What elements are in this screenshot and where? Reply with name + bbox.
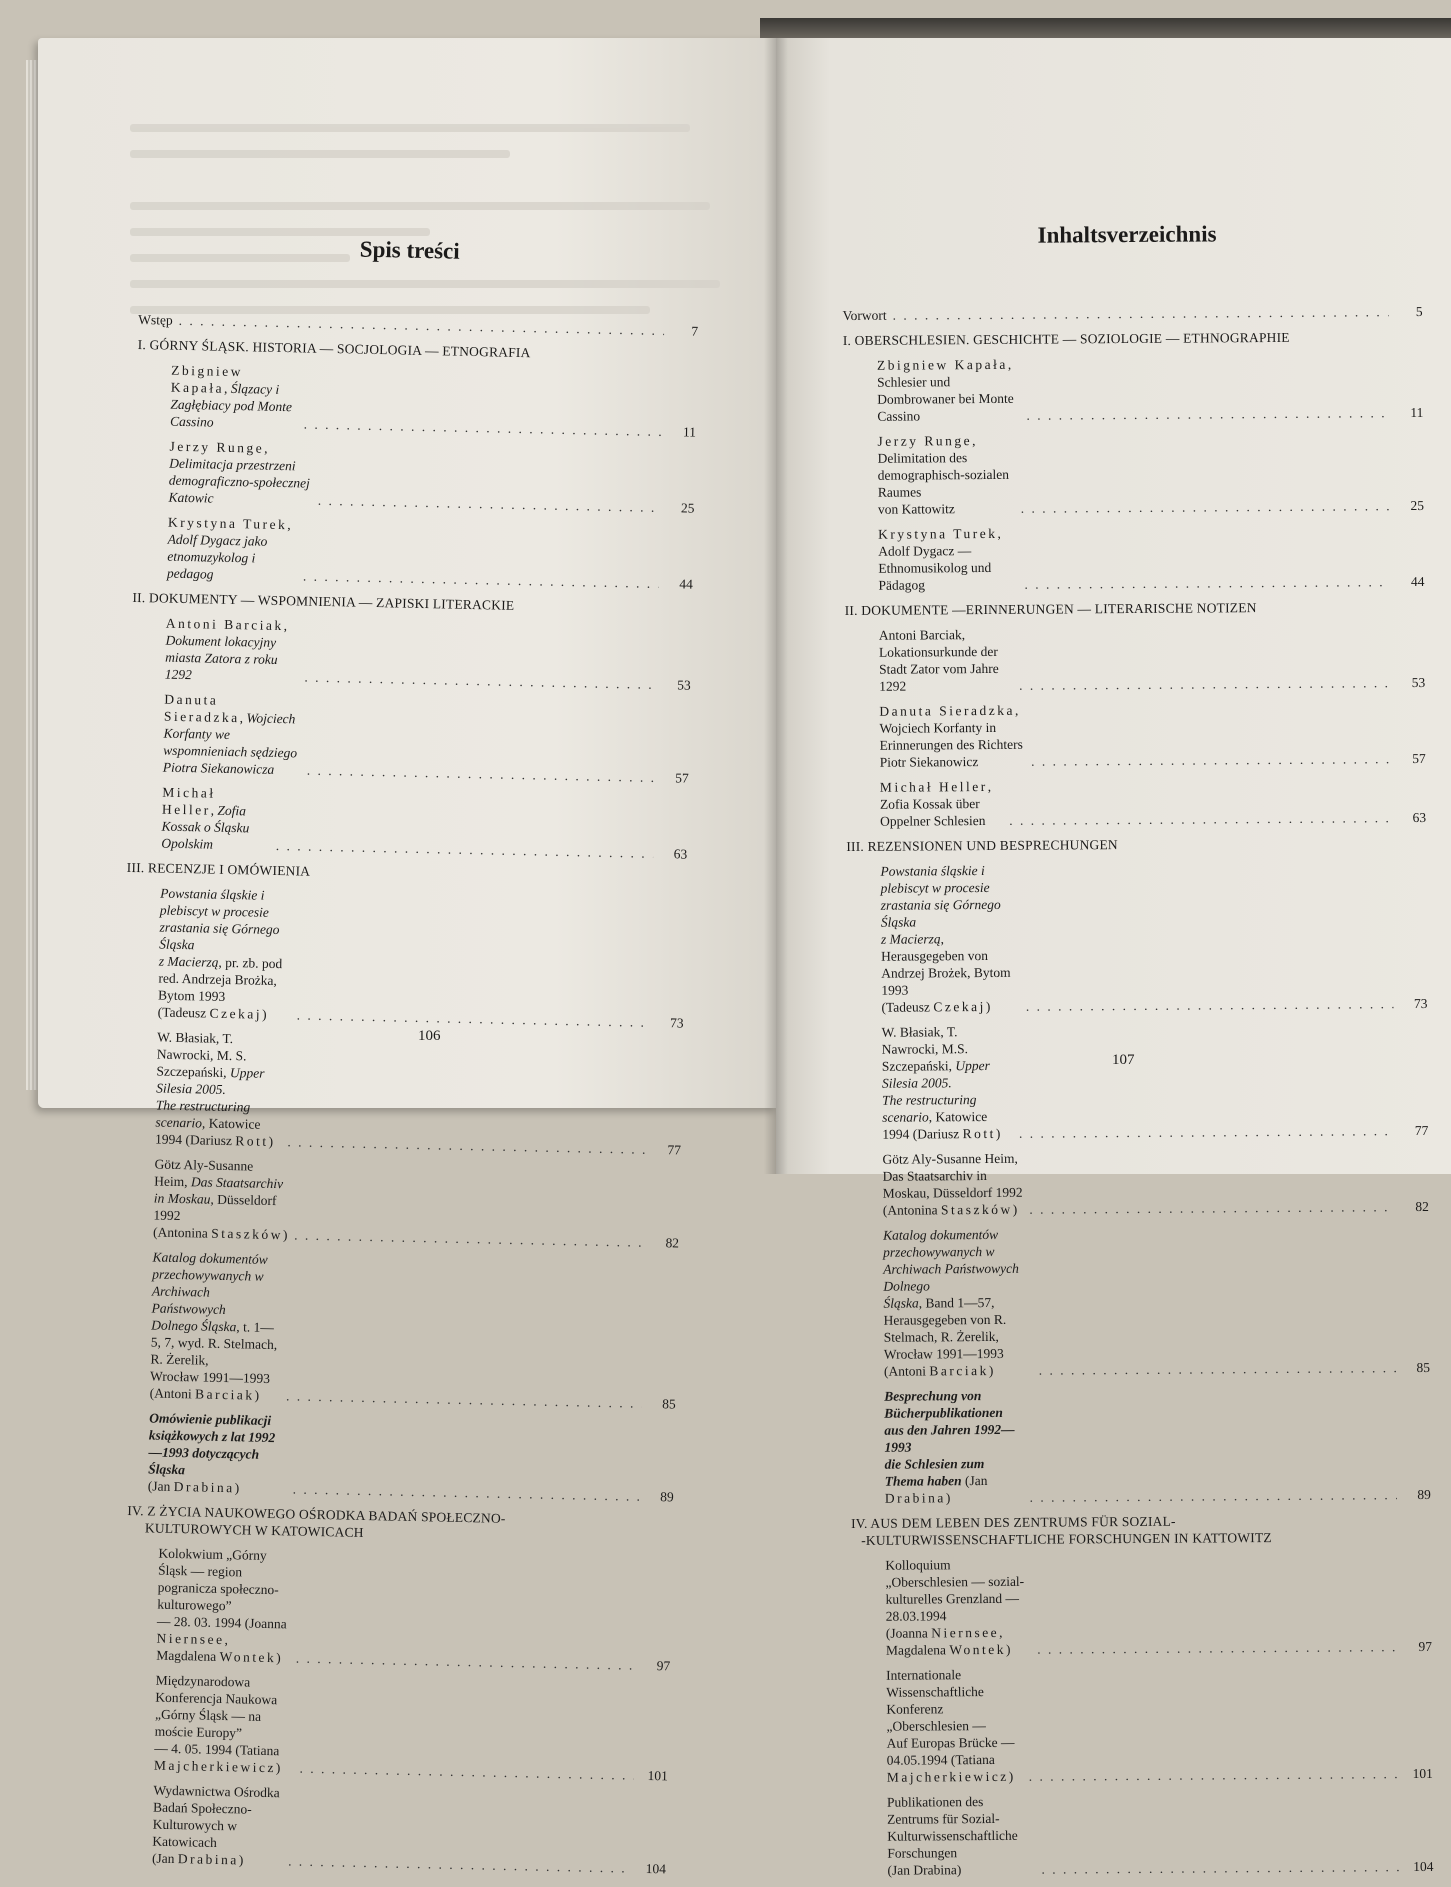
right-table-of-contents xyxy=(842,221,1434,1887)
section-heading: II. DOKUMENTE —ERINNERUNGEN — LITERARISCHE NOTIZEN xyxy=(844,600,1257,618)
toc-entry: Krystyna Turek, Adolf Dygacz — Ethnomusikolog und Pädagog . . . 44 xyxy=(844,522,1424,594)
section-heading: IV. Z ŻYCIA NAUKOWEGO OŚRODKA BADAŃ SPOŁECZNO- KULTUROWYCH W KATOWICACH xyxy=(127,1503,506,1540)
toc-entry: Danuta Sieradzka, Wojciech Korfanty in Erinnerungen des Richters Piotr Siekanowicz . . . 57 xyxy=(845,699,1425,771)
toc-entry: Götz Aly-Susanne Heim, Das Staatsarchiv in Moskau, Düsseldorf 1992 (Antonina Staszków) . . . 82 xyxy=(119,1155,681,1252)
section-heading: I. GÓRNY ŚLĄSK. HISTORIA — SOCJOLOGIA — ETNOGRAFIA xyxy=(137,336,531,361)
toc-entry: Antoni Barciak, Lokationsurkunde der Stadt Zator vom Jahre 1292 . . . 53 xyxy=(845,623,1425,695)
toc-entry: Michał Heller, Zofia Kossak o Śląsku Opolskim . . . 63 xyxy=(127,783,688,863)
toc-entry: Wstęp . . . 7 xyxy=(138,311,698,340)
toc-entry: Publikationen des Zentrums für Sozial-Kulturwissenschaftliche Forschungen (Jan Drabina) . . . 104 xyxy=(853,1790,1434,1879)
right-page-number: 107 xyxy=(1112,1052,1135,1068)
toc-entry: Götz Aly-Susanne Heim, Das Staatsarchiv in Moskau, Düsseldorf 1992 (Antonina Staszków) . . . 82 xyxy=(848,1147,1428,1219)
left-page-number: 106 xyxy=(418,1028,441,1044)
toc-entry: Jerzy Runge, Delimitacja przestrzeni demograficzno-społecznej Katowic . . . 25 xyxy=(134,437,695,517)
toc-entry: Danuta Sieradzka, Wojciech Korfanty we wspomnieniach sędziego Piotra Siekanowicza . . . 57 xyxy=(129,690,691,787)
toc-entry: Internationale Wissenschaftliche Konferenz „Oberschlesien — Auf Europas Brücke — 04.05.1994 (Tatiana Majcherkiewicz) . . . 101 xyxy=(852,1663,1433,1786)
toc-entry: Kolokwium „Górny Śląsk — region pogranicza społeczno-kulturowego” — 28. 03. 1994 (Joanna Niernsee, Magdalena Wontek) . . . 97 xyxy=(110,1544,672,1675)
toc-entry: Powstania śląskie i plebiscyt w procesie zrastania się Górnego Śląska z Macierzą, Herausgegeben von Andrzej Brożek, Bytom 1993 (Tadeusz Czekaj) . . . 73 xyxy=(846,859,1427,1016)
book-cover-edge xyxy=(760,18,1451,40)
toc-entry: Vorwort . . . 5 xyxy=(843,303,1423,324)
toc-entry: Kolloquium „Oberschlesien — sozial-kulturelles Grenzland — 28.03.1994 (Joanna Niernsee, Magdalena Wontek) . . . 97 xyxy=(851,1553,1432,1659)
toc-entry: W. Błasiak, T. Nawrocki, M.S. Szczepański, Upper Silesia 2005. The restructuring scenario, Katowice 1994 (Dariusz Rott) . . . 77 xyxy=(848,1020,1429,1143)
toc-entry: Powstania śląskie i plebiscyt w procesie zrastania się Górnego Śląska z Macierzą, pr. zb. pod red. Andrzeja Brożka, Bytom 1993 (Tadeusz Czekaj) . . . 73 xyxy=(124,884,687,1032)
toc-entry: Antoni Barciak, Dokument lokacyjny miasta Zatora z roku 1292 . . . 53 xyxy=(131,614,692,694)
book-gutter xyxy=(764,38,788,1174)
toc-entry: W. Błasiak, T. Nawrocki, M. S. Szczepański, Upper Silesia 2005. The restructuring scenario, Katowice 1994 (Dariusz Rott) . . . 77 xyxy=(121,1028,683,1159)
toc-entry: Katalog dokumentów przechowywanych w Archiwach Państwowych Dolnego Śląska, t. 1—5, 7, wyd. R. Stelmach, R. Żerelik, Wrocław 1991—1993 (Antoni Barciak) . . . 85 xyxy=(116,1248,679,1413)
section-heading: III. REZENSIONEN UND BESPRECHUNGEN xyxy=(846,837,1118,854)
toc-entry: Międzynarodowa Konferencja Naukowa „Górny Śląsk — na moście Europy” — 4. 05. 1994 (Tatiana Majcherkiewicz) . . . 101 xyxy=(108,1671,670,1785)
right-page-title: Inhaltsverzeichnis xyxy=(1037,221,1217,248)
toc-entry: Jerzy Runge, Delimitation des demographisch-sozialen Raumes von Kattowitz . . . 25 xyxy=(843,429,1424,518)
toc-entry: Wydawnictwa Ośrodka Badań Społeczno-Kulturowych w Katowicach (Jan Drabina) . . . 104 xyxy=(106,1781,668,1878)
section-heading: III. RECENZJE I OMÓWIENIA xyxy=(126,859,311,879)
section-heading: II. DOKUMENTY — WSPOMNIENIA — ZAPISKI LITERACKIE xyxy=(132,589,515,613)
toc-entry: Michał Heller, Zofia Kossak über Oppelner Schlesien . . . 63 xyxy=(846,775,1426,830)
toc-entry: Besprechung von Bücherpublikationen aus den Jahren 1992—1993 die Schlesien zum Thema haben (Jan Drabina) . . . 89 xyxy=(850,1384,1431,1507)
toc-entry: Krystyna Turek, Adolf Dygacz jako etnomuzykolog i pedagog . . . 44 xyxy=(133,513,694,593)
toc-entry: Zbigniew Kapała, Ślązacy i Zagłębiacy pod Monte Cassino . . . 11 xyxy=(136,361,697,441)
section-heading: I. OBERSCHLESIEN. GESCHICHTE — SOZIOLOGIE — ETHNOGRAPHIE xyxy=(842,329,1290,348)
toc-entry: Zbigniew Kapała, Schlesier und Dombrowaner bei Monte Cassino . . . 11 xyxy=(843,353,1423,425)
left-page-title: Spis treści xyxy=(359,236,460,264)
toc-entry: Omówienie publikacji książkowych z lat 1992—1993 dotyczących Śląska (Jan Drabina) . . . 89 xyxy=(114,1409,676,1506)
toc-entry: Katalog dokumentów przechowywanych w Archiwach Państwowych Dolnego Śląska, Band 1—57, Herausgegeben von R. Stelmach, R. Żerelik, Wrocław 1991—1993 (Antoni Barciak) . . . 85 xyxy=(849,1223,1430,1380)
left-table-of-contents xyxy=(106,236,700,1885)
section-heading: IV. AUS DEM LEBEN DES ZENTRUMS FÜR SOZIAL- -KULTURWISSENSCHAFTLICHE FORSCHUNGEN IN KATTOWITZ xyxy=(850,1513,1272,1548)
